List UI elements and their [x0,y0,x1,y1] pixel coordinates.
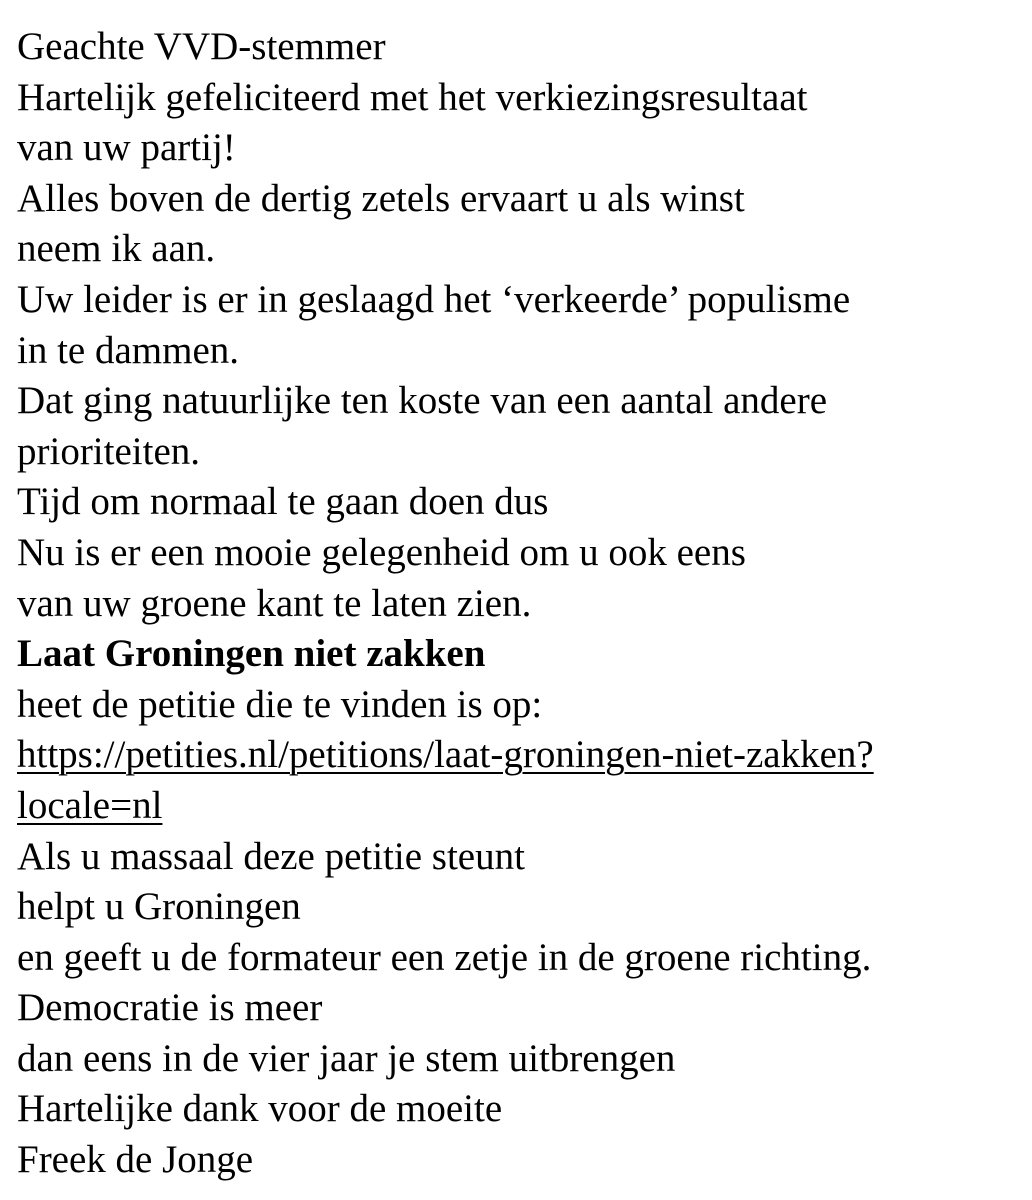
letter-line: Nu is er een mooie gelegenheid om u ook eens [17,530,746,574]
closing-line: en geeft u de formateur een zetje in de groene richting. [17,935,872,979]
petition-url-line-2[interactable]: locale=nl [17,783,163,827]
closing-line: dan eens in de vier jaar je stem uitbrengen [17,1036,676,1080]
letter-greeting: Geachte VVD-stemmer [17,25,386,68]
letter-line: Dat ging natuurlijke ten koste van een aantal andere [17,379,828,423]
letter-line: prioriteiten. [17,429,201,473]
letter-line: in te dammen. [17,328,240,372]
closing-line: Hartelijke dank voor de moeite [17,1087,503,1131]
letter-signature: Freek de Jonge [17,1138,254,1182]
petition-title: Laat Groningen niet zakken [17,632,486,676]
letter-document [17,22,1017,1186]
letter-line: Uw leider is er in geslaagd het ‘verkeerde’ populisme [17,277,851,321]
letter-line: van uw partij! [17,126,236,170]
closing-line: Democratie is meer [17,986,323,1030]
letter-line: neem ik aan. [17,227,216,271]
closing-line: Als u massaal deze petitie steunt [17,834,525,878]
letter-line: Alles boven de dertig zetels ervaart u als winst [17,176,745,220]
petition-intro: heet de petitie die te vinden is op: [17,682,543,726]
closing-line: helpt u Groningen [17,885,301,929]
letter-line: van uw groene kant te laten zien. [17,581,532,625]
letter-line: Tijd om normaal te gaan doen dus [17,480,549,524]
petition-link[interactable] [17,730,1017,781]
petition-url-line-1[interactable]: https://petities.nl/petitions/laat-groningen-niet-zakken? [17,733,874,777]
letter-line: Hartelijk gefeliciteerd met het verkiezingsresultaat [17,75,808,119]
petition-link-continued[interactable] [17,781,1017,832]
